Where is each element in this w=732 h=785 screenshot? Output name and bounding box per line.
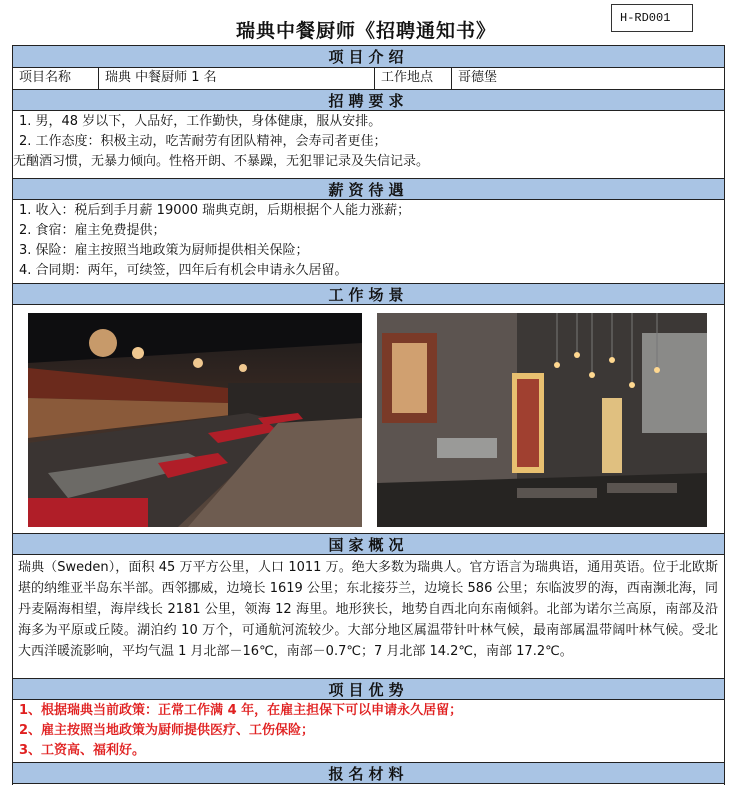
requirement-line: 1. 男，48 岁以下，人品好，工作勤快，身体健康，服从安排。 [19,114,382,129]
section-header-workplace: 工作场景 [13,283,724,305]
work-location-value: 哥德堡 [458,70,498,85]
project-name-value: 瑞典 中餐厨师 1 名 [99,68,375,89]
dining-room-image [377,313,707,527]
section-header-next: 报名材料 [13,762,724,784]
advantages-block [19,701,462,761]
advantage-line: 3、工资高、福利好。 [19,743,146,758]
salary-line: 1. 收入：税后到手月薪 19000 瑞典克朗，后期根据个人能力涨薪； [19,203,411,218]
section-header-country: 国家概况 [13,533,724,555]
restaurant-photo-left [28,313,362,527]
advantage-line: 2、雇主按照当地政策为厨师提供医疗、工伤保险； [19,723,315,738]
document-title: 瑞典中餐厨师《招聘通知书》 [235,20,496,42]
salary-line: 3. 保险：雇主按照当地政策为厨师提供相关保险； [19,243,309,258]
salary-line: 2. 食宿：雇主免费提供； [19,223,166,238]
work-location-label: 工作地点 [375,68,452,89]
section-header-project-intro: 项目介绍 [13,46,724,68]
salary-block [19,201,410,281]
salary-line: 4. 合同期：两年，可续签，四年后有机会申请永久居留。 [19,263,348,278]
country-overview-text: 瑞典（Sweden），面积 45 万平方公里，人口 1011 万。绝大多数为瑞典人。官方语言为瑞典语，通用英语。位于北欧斯堪的纳维亚半岛东半部。西邻挪威，边境长 1619 公里；东北接芬兰，边境长 586 公里；东临波罗的海，西南濒北海，同丹麦隔海相望，海岸线长 2181 公里，领海 12 海里。地形狭长，地势自西北向东南倾斜。北部为诺尔兰高原，南部及沿海多为平原或丘陵。湖泊约 10 万个，可通航河流较少。大部分地区属温带针叶林气候，最南部属温带阔叶林气候。受北大西洋暖流影响，平均气温 1 月北部－16℃，南部－0.7℃；7 月北部 14.2℃，南部 17.2℃。 [18,560,718,659]
requirement-line: 无酗酒习惯，无暴力倾向。性格开朗、不暴躁，无犯罪记录及失信记录。 [13,154,430,169]
document-code-box: H-RD001 [611,4,693,32]
section-header-requirements: 招聘要求 [13,89,724,111]
section-header-advantages: 项目优势 [13,678,724,700]
restaurant-photo-right [377,313,707,527]
project-info-row [13,68,724,90]
project-name-label: 项目名称 [13,68,99,89]
advantage-line: 1、根据瑞典当前政策：正常工作满 4 年，在雇主担保下可以申请永久居留； [19,703,463,718]
requirement-line: 2. 工作态度：积极主动，吃苦耐劳有团队精神，会寿司者更佳； [19,134,387,149]
section-header-salary: 薪资待遇 [13,178,724,200]
requirements-block [13,112,430,172]
country-overview [18,557,718,662]
restaurant-interior-image [28,313,362,527]
recruitment-sheet [12,45,725,785]
